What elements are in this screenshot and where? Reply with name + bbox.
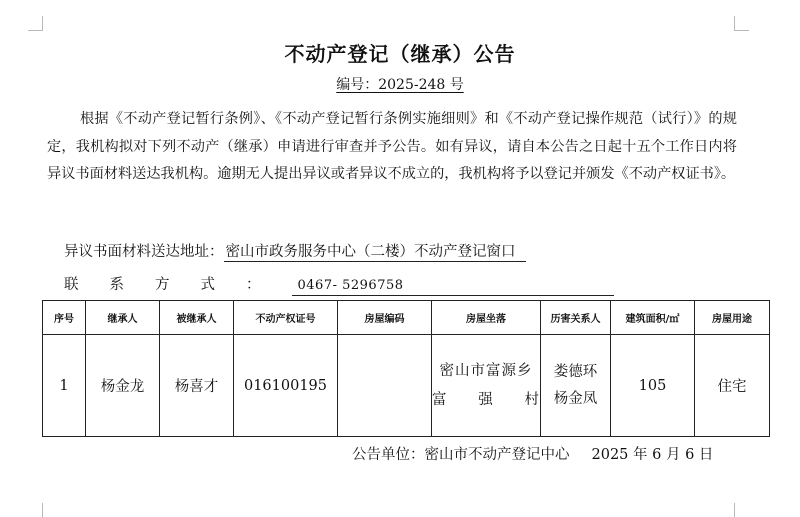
cell-seq: 1 (43, 335, 86, 437)
interested-party-1: 娄德环 (553, 363, 598, 380)
header-usage: 房屋用途 (695, 301, 770, 335)
header-heir: 继承人 (86, 301, 160, 335)
cell-usage: 住宅 (695, 335, 770, 437)
contact-label: 联系方式： (64, 277, 292, 293)
notice-title: 不动产登记（继承）公告 (284, 42, 516, 66)
objection-address-label: 异议书面材料送达地址： (64, 244, 224, 260)
interested-party-2: 杨金凤 (553, 390, 598, 407)
cell-area: 105 (611, 335, 695, 437)
table-row (43, 335, 770, 437)
crop-mark-top-right (734, 16, 749, 31)
issue-date: 2025 年 6 月 6 日 (591, 447, 714, 463)
contact-phone-value: 0467- 5296758 (292, 277, 614, 296)
objection-address-value: 密山市政务服务中心（二楼）不动产登记窗口 (224, 243, 526, 262)
header-seq: 序号 (43, 301, 86, 335)
header-interested-parties: 历害关系人 (541, 301, 611, 335)
header-location: 房屋坐落 (432, 301, 541, 335)
header-house-code: 房屋编码 (338, 301, 432, 335)
objection-address-line (64, 240, 526, 262)
cell-location: 密山市富源乡富强村 (432, 335, 541, 437)
issuing-unit: 公告单位：密山市不动产登记中心 (352, 447, 570, 463)
cell-heir: 杨金龙 (86, 335, 160, 437)
cell-interested-parties (541, 335, 611, 437)
cell-house-code (338, 335, 432, 437)
contact-line (64, 273, 614, 296)
table-header-row (43, 301, 770, 335)
crop-mark-bottom-left (28, 503, 43, 517)
header-cert-no: 不动产权证号 (234, 301, 338, 335)
document-number (0, 74, 800, 94)
header-area: 建筑面积/㎡ (611, 301, 695, 335)
notice-footer (352, 443, 713, 464)
crop-mark-top-left (28, 16, 43, 31)
notice-body-paragraph: 根据《不动产登记暂行条例》、《不动产登记暂行条例实施细则》和《不动产登记操作规范（试行）》的规定，我机构拟对下列不动产（继承）申请进行审查并予公告。如有异议，请自本公告之日起十五个工作日内将异议书面材料送达我机构。逾期无人提出异议或者异议不成立的，我机构将予以登记并颁发《不动产权证书》。 (47, 111, 737, 182)
cell-cert-no: 016100195 (234, 335, 338, 437)
property-table (42, 300, 770, 437)
document-number-text: 编号：2025-248 号 (336, 77, 464, 93)
header-decedent: 被继承人 (160, 301, 234, 335)
cell-decedent: 杨喜才 (160, 335, 234, 437)
crop-mark-bottom-right (734, 503, 749, 517)
